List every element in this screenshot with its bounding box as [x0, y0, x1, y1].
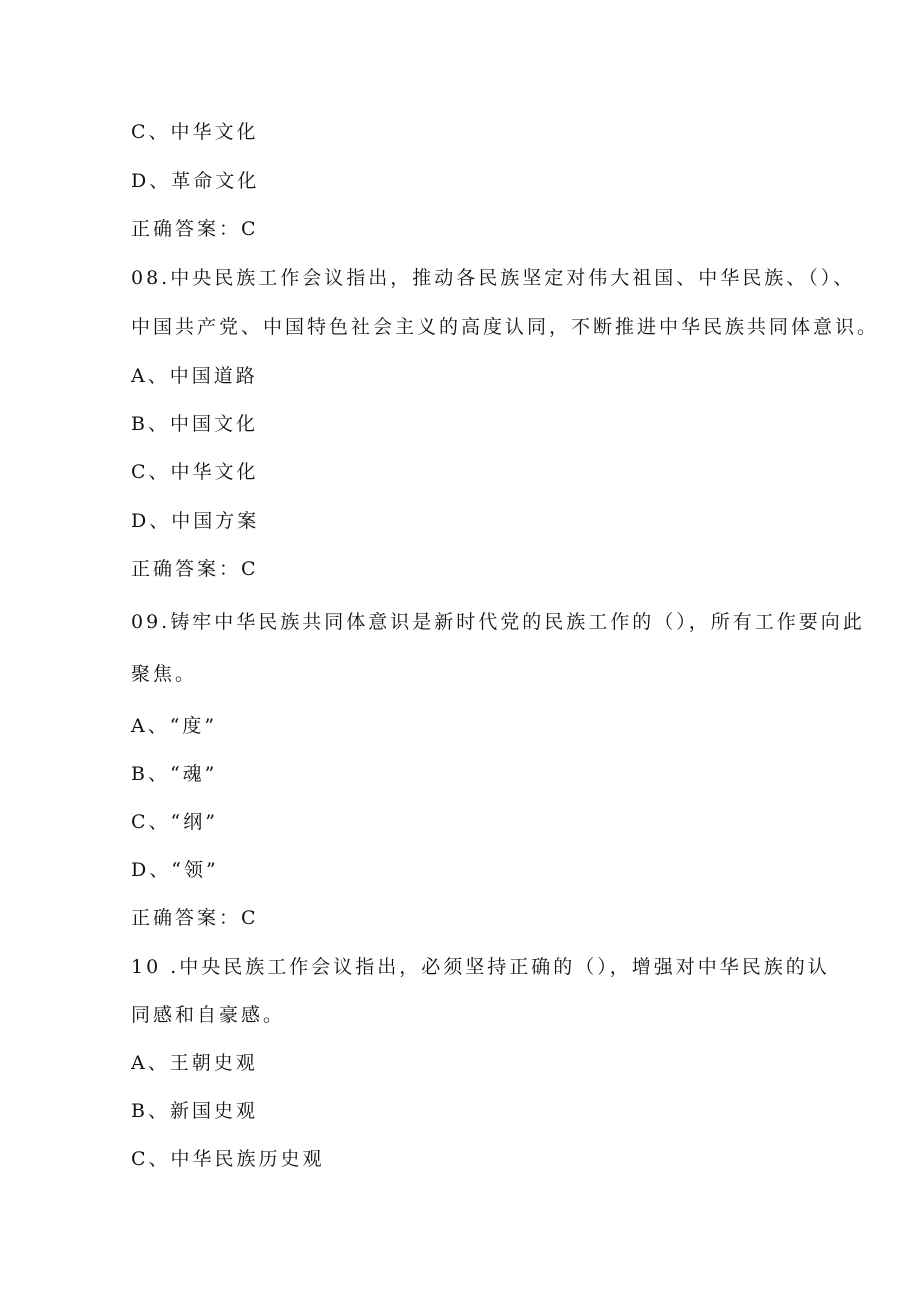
option-c-prev: C、中华文化 — [131, 121, 259, 143]
answer-prev: 正确答案：C — [131, 218, 259, 240]
question-08-stem-line-1: 08.中央民族工作会议指出，推动各民族坚定对伟大祖国、中华民族、（）、 — [131, 267, 856, 289]
question-08-answer: 正确答案：C — [131, 558, 259, 580]
question-08-option-c: C、中华文化 — [131, 461, 259, 483]
question-09-stem-line-1: 09.铸牢中华民族共同体意识是新时代党的民族工作的（），所有工作要向此 — [131, 611, 865, 633]
question-09-option-c: C、“纲” — [131, 811, 218, 833]
question-10-option-b: B、新国史观 — [131, 1100, 258, 1122]
question-08-option-a: A、中国道路 — [131, 365, 258, 387]
question-09-option-d: D、“领” — [131, 859, 219, 881]
question-10-stem-line-2: 同感和自豪感。 — [131, 1004, 286, 1026]
question-10-stem-line-1: 10 .中央民族工作会议指出，必须坚持正确的（），增强对中华民族的认 — [131, 956, 830, 978]
question-09-option-a: A、“度” — [131, 715, 218, 737]
question-08-option-d: D、中国方案 — [131, 510, 260, 532]
question-09-answer: 正确答案：C — [131, 907, 259, 929]
question-09-stem-line-2: 聚焦。 — [131, 663, 198, 685]
question-10-option-a: A、王朝史观 — [131, 1052, 258, 1074]
question-10-option-c: C、中华民族历史观 — [131, 1148, 325, 1170]
question-09-option-b: B、“魂” — [131, 763, 218, 785]
question-08-option-b: B、中国文化 — [131, 413, 258, 435]
question-08-stem-line-2: 中国共产党、中国特色社会主义的高度认同，不断推进中华民族共同体意识。 — [131, 316, 880, 338]
option-d-prev: D、革命文化 — [131, 170, 260, 192]
